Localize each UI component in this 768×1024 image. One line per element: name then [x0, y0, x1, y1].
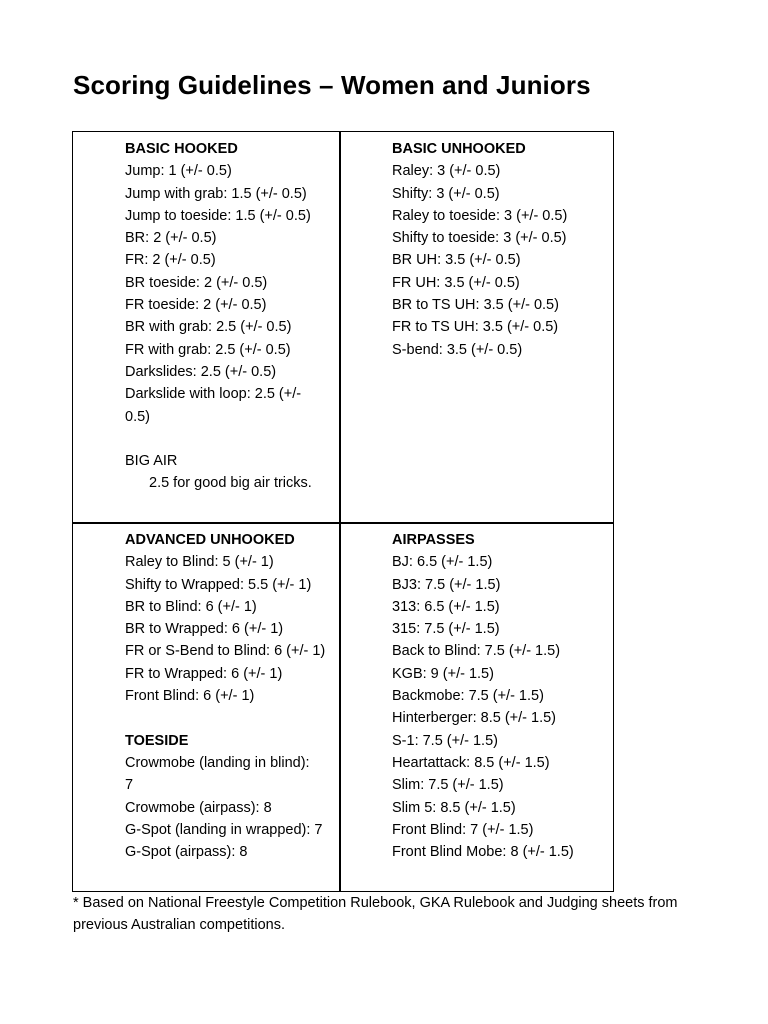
footnote: * Based on National Freestyle Competition Rulebook, GKA Rulebook and Judging sheets from previous Australian competitions.	[73, 895, 678, 934]
list-item: BR to Blind: 6 (+/- 1)	[125, 598, 257, 615]
list-item: Crowmobe (airpass): 8	[125, 799, 272, 816]
section-heading-big-air: BIG AIR	[125, 453, 178, 470]
list-item: G-Spot (airpass): 8	[125, 844, 248, 861]
section-heading-advanced-unhooked: ADVANCED UNHOOKED	[125, 532, 295, 548]
scoring-table	[72, 131, 614, 892]
list-item: Shifty to Wrapped: 5.5 (+/- 1)	[125, 576, 312, 593]
list-item: Jump to toeside: 1.5 (+/- 0.5)	[125, 207, 311, 224]
cell-basic-hooked	[125, 138, 330, 495]
section-heading-basic-hooked: BASIC HOOKED	[125, 141, 238, 157]
section-heading-basic-unhooked: BASIC UNHOOKED	[392, 141, 526, 157]
list-item: FR UH: 3.5 (+/- 0.5)	[392, 274, 520, 291]
list-item: FR to TS UH: 3.5 (+/- 0.5)	[392, 319, 559, 336]
list-item: Front Blind Mobe: 8 (+/- 1.5)	[392, 844, 574, 861]
list-item: Raley: 3 (+/- 0.5)	[392, 163, 501, 180]
section-heading-airpasses: AIRPASSES	[392, 532, 475, 548]
list-item: Backmobe: 7.5 (+/- 1.5)	[392, 688, 544, 705]
section-heading-toeside: TOESIDE	[125, 732, 189, 749]
list-item: BR UH: 3.5 (+/- 0.5)	[392, 252, 521, 269]
list-item: Front Blind: 7 (+/- 1.5)	[392, 821, 534, 838]
page-title: Scoring Guidelines – Women and Juniors	[73, 70, 591, 100]
list-item: Crowmobe (landing in blind):	[125, 754, 310, 771]
list-item: Hinterberger: 8.5 (+/- 1.5)	[392, 710, 557, 727]
list-item: BR: 2 (+/- 0.5)	[125, 230, 217, 247]
list-item: Back to Blind: 7.5 (+/- 1.5)	[392, 643, 561, 660]
list-item: FR: 2 (+/- 0.5)	[125, 252, 216, 269]
list-item: Raley to toeside: 3 (+/- 0.5)	[392, 207, 568, 224]
list-item: BR to Wrapped: 6 (+/- 1)	[125, 621, 284, 638]
list-item: 0.5)	[125, 408, 150, 425]
list-item: FR or S-Bend to Blind: 6 (+/- 1)	[125, 643, 326, 660]
list-item: Jump with grab: 1.5 (+/- 0.5)	[125, 185, 307, 202]
list-item: 313: 6.5 (+/- 1.5)	[392, 598, 500, 615]
big-air-text: 2.5 for good big air tricks.	[149, 475, 312, 492]
list-item: Slim: 7.5 (+/- 1.5)	[392, 777, 504, 794]
table-divider-vertical	[339, 132, 341, 891]
list-item: 7	[125, 777, 134, 794]
list-item: Front Blind: 6 (+/- 1)	[125, 688, 255, 705]
list-item: G-Spot (landing in wrapped): 7	[125, 821, 323, 838]
list-item: Darkslides: 2.5 (+/- 0.5)	[125, 363, 277, 380]
list-item: S-bend: 3.5 (+/- 0.5)	[392, 341, 523, 358]
cell-advanced-unhooked	[125, 529, 335, 863]
list-item: BR toeside: 2 (+/- 0.5)	[125, 274, 268, 291]
list-item: S-1: 7.5 (+/- 1.5)	[392, 732, 498, 749]
cell-airpasses	[392, 529, 607, 863]
list-item: Jump: 1 (+/- 0.5)	[125, 163, 232, 180]
list-item: Darkslide with loop: 2.5 (+/-	[125, 386, 302, 403]
list-item: FR with grab: 2.5 (+/- 0.5)	[125, 341, 291, 358]
list-item: BJ3: 7.5 (+/- 1.5)	[392, 576, 501, 593]
cell-basic-unhooked	[392, 138, 607, 361]
list-item: BJ: 6.5 (+/- 1.5)	[392, 554, 493, 571]
list-item: Heartattack: 8.5 (+/- 1.5)	[392, 754, 550, 771]
list-item: Shifty to toeside: 3 (+/- 0.5)	[392, 230, 567, 247]
list-item: BR with grab: 2.5 (+/- 0.5)	[125, 319, 292, 336]
list-item: Shifty: 3 (+/- 0.5)	[392, 185, 500, 202]
list-item: Slim 5: 8.5 (+/- 1.5)	[392, 799, 516, 816]
list-item: 315: 7.5 (+/- 1.5)	[392, 621, 500, 638]
list-item: FR toeside: 2 (+/- 0.5)	[125, 297, 267, 314]
list-item: BR to TS UH: 3.5 (+/- 0.5)	[392, 297, 559, 314]
list-item: Raley to Blind: 5 (+/- 1)	[125, 554, 274, 571]
list-item: FR to Wrapped: 6 (+/- 1)	[125, 665, 283, 682]
table-divider-horizontal	[73, 522, 613, 524]
list-item: KGB: 9 (+/- 1.5)	[392, 665, 494, 682]
